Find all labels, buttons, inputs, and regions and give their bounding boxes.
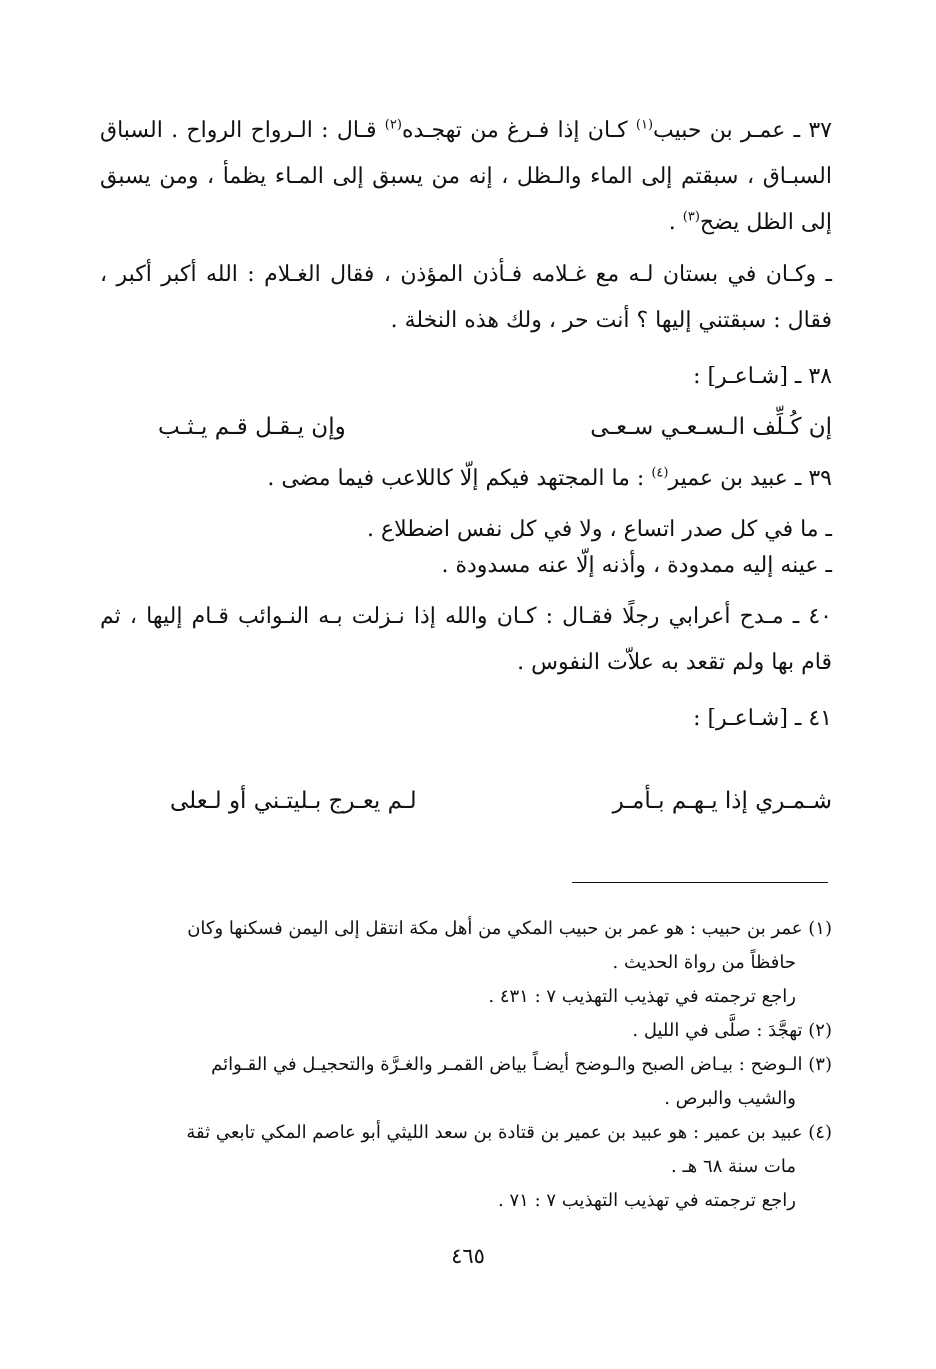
footnote-4-reference: راجع ترجمته في تهذيب التهذيب ٧ : ٧١ . (498, 1190, 796, 1211)
footnote-3-text: الـوضح : بيـاض الصبح والـوضح أيضـاً بياض القمـر والغـرَّة والتحجيـل في القـوائم (211, 1054, 803, 1075)
footnote-1-continuation: حافظاً من رواة الحديث . (612, 952, 796, 973)
entry-38-heading: ٣٨ ـ [شـاعـر] : (693, 364, 832, 389)
footnote-ref-1[interactable]: (١) (635, 117, 654, 133)
entry-37 (100, 108, 832, 246)
verse-41-second-hemistich: لـم يعـرج بـليتـني أو لـعلى (170, 788, 417, 814)
footnote-4-text: عبيد بن عمير : هو عبيد بن عمير بن قتادة بن سعد الليثي أبو عاصم المكي تابعي ثقة (186, 1122, 803, 1143)
footnote-4-continuation: مات سنة ٦٨ هـ . (671, 1156, 796, 1177)
entry-41-heading: ٤١ ـ [شـاعـر] : (693, 706, 832, 731)
footnote-3-continuation: والشيب والبرص . (664, 1088, 796, 1109)
footnote-3 (96, 1048, 832, 1116)
footnote-2-text: تهجَّدَ : صلَّى في الليل . (632, 1020, 803, 1041)
verse-38-first-hemistich: إن كُـلِّف الـسـعـي سـعـى (590, 414, 832, 440)
entry-37-text-d: . (668, 210, 683, 235)
footnote-1-text: عمر بن حبيب : هو عمر بن حبيب المكي من أهل مكة انتقل إلى اليمن فسكنها وكان (187, 918, 803, 939)
entry-37-text-c: قـال : الـرواح الرواح . السباق السبـاق ، سبقتم إلى الماء والـظل ، إنه من يسبق إلى المـاء يظمأ ، ومن يسبق إلى الظل يضح (100, 118, 832, 235)
footnotes (96, 912, 832, 1218)
entry-39-text-a: ٣٩ ـ عبيد بن عمير (668, 466, 832, 491)
page-number: ٤٦٥ (451, 1244, 485, 1268)
footnote-ref-4[interactable]: (٤) (651, 465, 669, 481)
verse-38 (100, 404, 832, 450)
entry-37-text-b: كـان إذا فـرغ من تهجـده (401, 118, 636, 143)
footnote-separator (572, 882, 828, 883)
verse-41-first-hemistich: شـمـري إذا يـهـم بـأمـر (612, 788, 832, 814)
footnote-ref-2[interactable]: (٢) (384, 117, 402, 133)
entry-37-continuation: ـ وكـان في بستان لـه مع غـلامه فـأذن المؤذن ، فقال الغـلام : الله أكبر أكبر ، فقال : سبقتني إليها ؟ أنت حر ، ولك هذه النخلة . (100, 262, 832, 333)
footnote-marker-2: (٢) (808, 1020, 832, 1041)
entry-40: ٤٠ ـ مـدح أعرابي رجلًا فقـال : كـان والله إذا نـزلت بـه النـوائب قـام إليها ، ثم قام بها ولم تقعد به علاّت النفوس . (100, 604, 832, 675)
main-text (100, 108, 832, 824)
entry-39-text-b: : ما المجتهد فيكم إلّا كاللاعب فيما مضى . (267, 466, 652, 491)
footnote-4 (96, 1116, 832, 1184)
entry-39-saying-1: ـ ما في كل صدر اتساع ، ولا في كل نفس اضطلاع . (366, 517, 832, 542)
entry-39-saying-2: ـ عينه إليه ممدودة ، وأذنه إلّا عنه مسدودة . (441, 553, 832, 578)
footnote-1-reference: راجع ترجمته في تهذيب التهذيب ٧ : ٤٣١ . (488, 986, 796, 1007)
entry-37-text-a: ٣٧ ـ عمـر بن حبيب (653, 118, 832, 143)
footnote-marker-3: (٣) (808, 1054, 832, 1075)
footnote-ref-3[interactable]: (٣) (682, 209, 700, 225)
footnote-marker-1: (١) (808, 918, 832, 939)
entry-39 (100, 456, 832, 502)
footnote-2 (96, 1014, 832, 1048)
verse-41 (100, 778, 832, 824)
verse-38-second-hemistich: وإن يـقـل قـم يـثـب (158, 414, 346, 440)
footnote-marker-4: (٤) (808, 1122, 832, 1143)
footnote-1 (96, 912, 832, 980)
